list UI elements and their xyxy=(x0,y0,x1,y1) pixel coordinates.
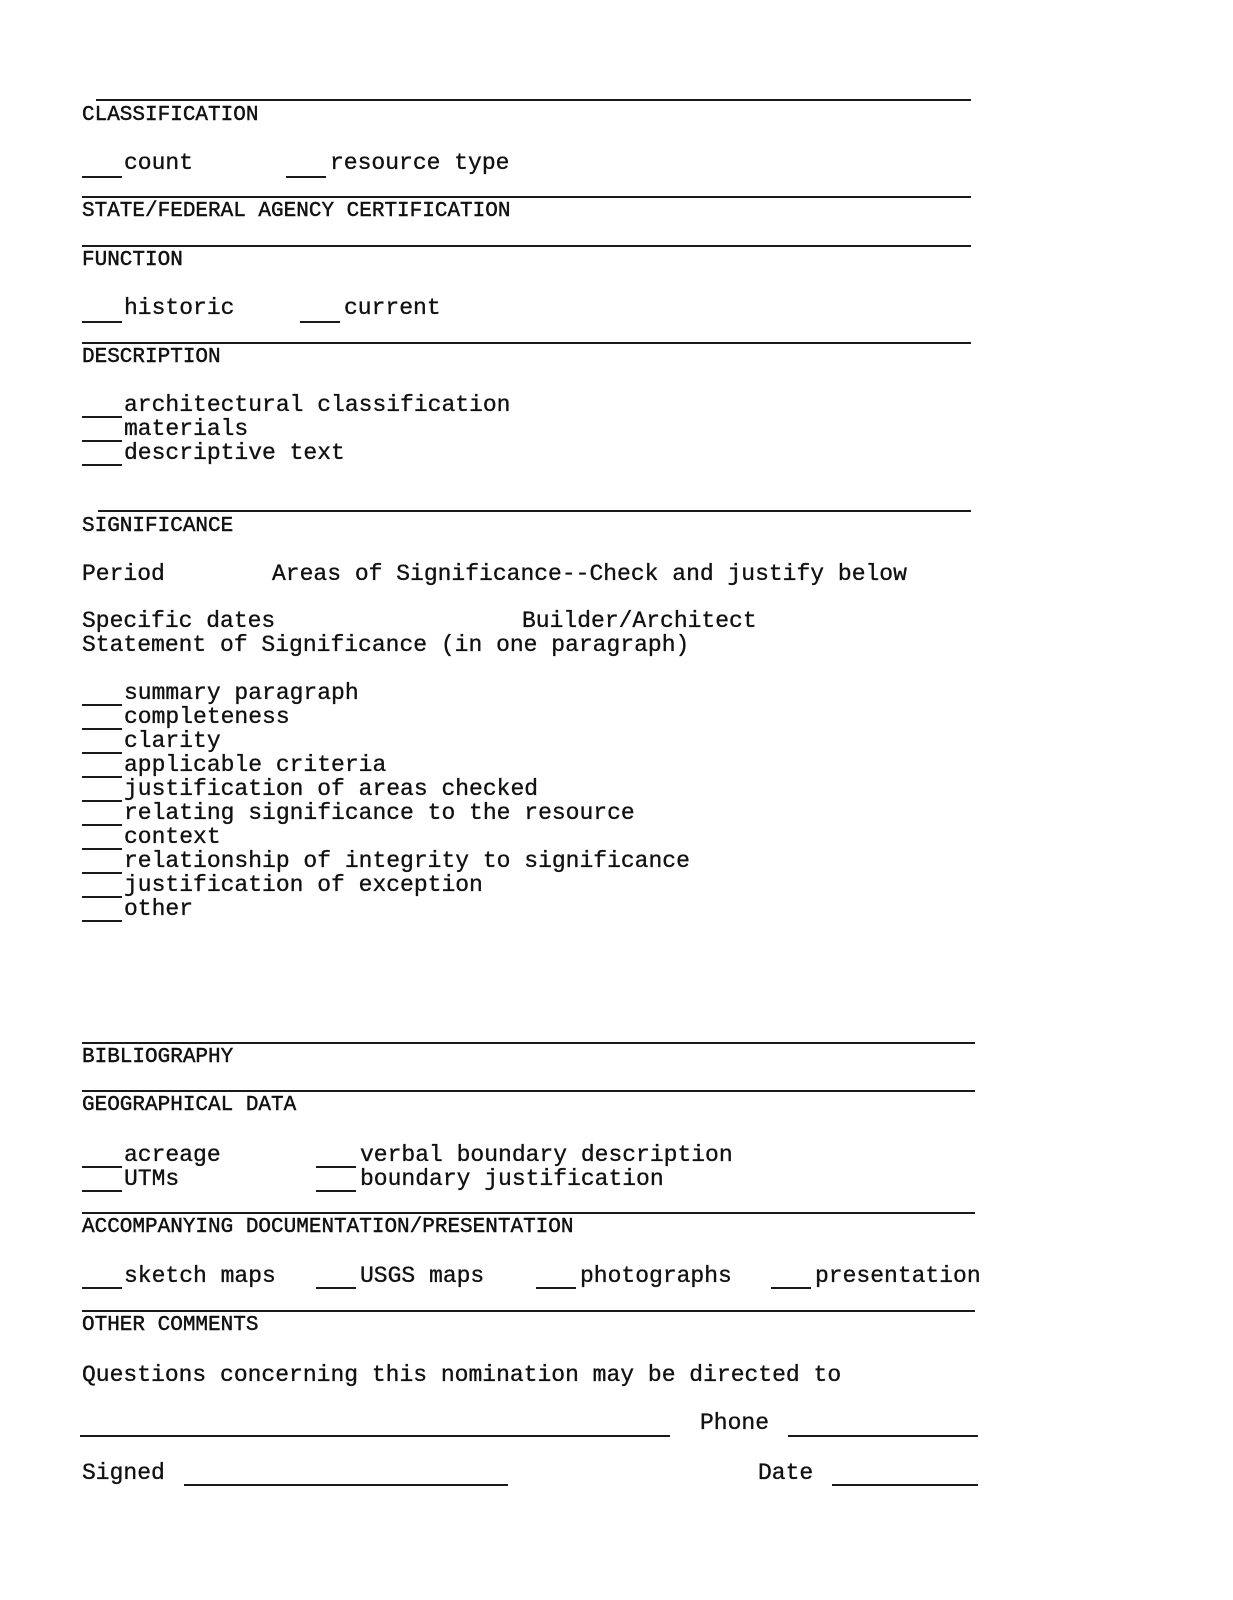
acreage-label: acreage xyxy=(124,1142,221,1168)
clarity-label: clarity xyxy=(124,728,221,754)
clarity-checkbox[interactable] xyxy=(82,752,122,754)
signed-label: Signed xyxy=(82,1460,165,1486)
specific-dates-label: Specific dates xyxy=(82,608,276,634)
classification-heading: CLASSIFICATION xyxy=(82,104,259,127)
relating-significance-checkbox[interactable] xyxy=(82,824,122,826)
historic-label: historic xyxy=(124,295,235,321)
areas-of-significance-label: Areas of Significance--Check and justify below xyxy=(272,561,907,587)
description-heading: DESCRIPTION xyxy=(82,346,221,369)
usgs-maps-label: USGS maps xyxy=(360,1263,485,1289)
other-checkbox[interactable] xyxy=(82,920,122,922)
completeness-checkbox[interactable] xyxy=(82,728,122,730)
utms-checkbox[interactable] xyxy=(82,1190,122,1192)
bibliography-heading: BIBLIOGRAPHY xyxy=(82,1046,234,1069)
historic-checkbox[interactable] xyxy=(82,321,122,323)
section-rule xyxy=(82,1090,975,1092)
photographs-checkbox[interactable] xyxy=(536,1287,576,1289)
section-rule xyxy=(82,245,971,247)
materials-label: materials xyxy=(124,416,249,442)
justification-of-areas-checkbox[interactable] xyxy=(82,800,122,802)
descriptive-text-checkbox[interactable] xyxy=(82,464,122,466)
boundary-justification-checkbox[interactable] xyxy=(316,1190,356,1192)
contact-name-field[interactable] xyxy=(80,1435,670,1437)
relationship-of-integrity-checkbox[interactable] xyxy=(82,872,122,874)
documentation-heading: ACCOMPANYING DOCUMENTATION/PRESENTATION xyxy=(82,1216,574,1239)
justification-of-areas-label: justification of areas checked xyxy=(124,776,539,802)
current-label: current xyxy=(344,295,441,321)
usgs-maps-checkbox[interactable] xyxy=(316,1287,356,1289)
statement-of-significance-label: Statement of Significance (in one paragraph) xyxy=(82,632,690,658)
materials-checkbox[interactable] xyxy=(82,440,122,442)
justification-of-exception-label: justification of exception xyxy=(124,872,483,898)
geographical-data-heading: GEOGRAPHICAL DATA xyxy=(82,1094,297,1117)
summary-paragraph-checkbox[interactable] xyxy=(82,704,122,706)
section-rule xyxy=(82,1310,975,1312)
relating-significance-label: relating significance to the resource xyxy=(124,800,635,826)
sketch-maps-checkbox[interactable] xyxy=(82,1287,122,1289)
presentation-checkbox[interactable] xyxy=(771,1287,811,1289)
applicable-criteria-checkbox[interactable] xyxy=(82,776,122,778)
applicable-criteria-label: applicable criteria xyxy=(124,752,387,778)
function-heading: FUNCTION xyxy=(82,249,183,272)
state-federal-heading: STATE/FEDERAL AGENCY CERTIFICATION xyxy=(82,200,511,223)
boundary-justification-label: boundary justification xyxy=(360,1166,664,1192)
completeness-label: completeness xyxy=(124,704,290,730)
date-label: Date xyxy=(758,1460,814,1486)
relationship-of-integrity-label: relationship of integrity to significance xyxy=(124,848,690,874)
section-rule xyxy=(82,342,971,344)
justification-of-exception-checkbox[interactable] xyxy=(82,896,122,898)
section-rule xyxy=(82,196,971,198)
summary-paragraph-label: summary paragraph xyxy=(124,680,359,706)
count-label: count xyxy=(124,150,194,176)
builder-architect-label: Builder/Architect xyxy=(522,608,757,634)
section-rule xyxy=(96,99,971,101)
verbal-boundary-label: verbal boundary description xyxy=(360,1142,733,1168)
resource-type-label: resource type xyxy=(330,150,510,176)
context-label: context xyxy=(124,824,221,850)
section-rule xyxy=(82,1212,975,1214)
utms-label: UTMs xyxy=(124,1166,180,1192)
phone-field[interactable] xyxy=(788,1435,978,1437)
period-label: Period xyxy=(82,561,165,587)
acreage-checkbox[interactable] xyxy=(82,1166,122,1168)
architectural-classification-label: architectural classification xyxy=(124,392,511,418)
presentation-label: presentation xyxy=(815,1263,981,1289)
current-checkbox[interactable] xyxy=(300,321,340,323)
section-rule xyxy=(98,510,971,512)
context-checkbox[interactable] xyxy=(82,848,122,850)
descriptive-text-label: descriptive text xyxy=(124,440,345,466)
phone-label: Phone xyxy=(700,1410,770,1436)
section-rule xyxy=(82,1042,975,1044)
sketch-maps-label: sketch maps xyxy=(124,1263,276,1289)
date-field[interactable] xyxy=(832,1484,978,1486)
count-checkbox[interactable] xyxy=(82,176,122,178)
signature-field[interactable] xyxy=(184,1484,508,1486)
photographs-label: photographs xyxy=(580,1263,732,1289)
significance-heading: SIGNIFICANCE xyxy=(82,515,234,538)
other-label: other xyxy=(124,896,194,922)
architectural-classification-checkbox[interactable] xyxy=(82,416,122,418)
other-comments-heading: OTHER COMMENTS xyxy=(82,1314,259,1337)
verbal-boundary-checkbox[interactable] xyxy=(316,1166,356,1168)
questions-text: Questions concerning this nomination may be directed to xyxy=(82,1362,842,1388)
resource-type-checkbox[interactable] xyxy=(286,176,326,178)
